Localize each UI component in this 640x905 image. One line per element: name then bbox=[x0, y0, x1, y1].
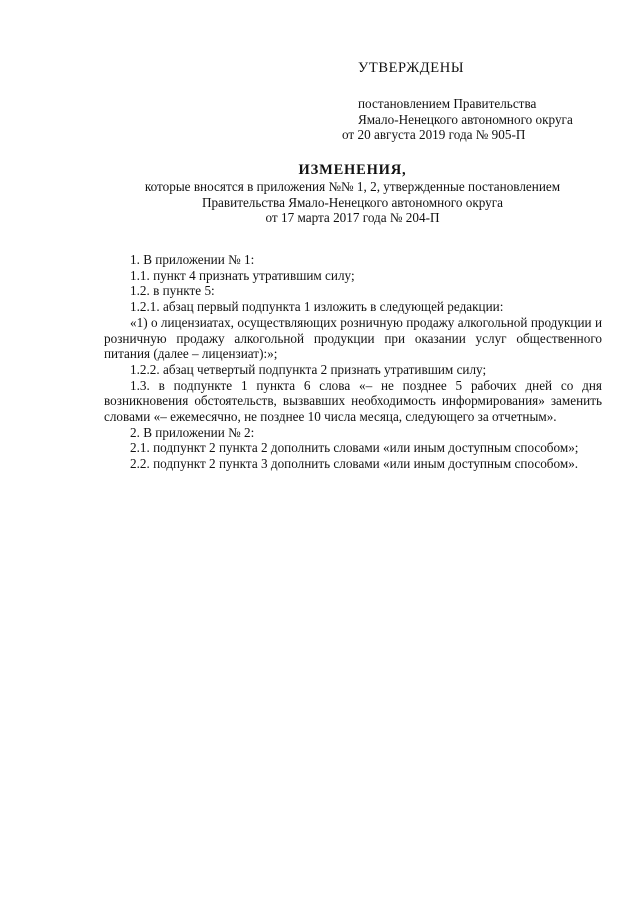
heading-title: ИЗМЕНЕНИЯ, bbox=[298, 162, 407, 178]
paragraph-quote: «1) о лицензиатах, осуществляющих розничную продажу алкогольной продукции и розничную продажу алкогольной продукции при оказании услуг общественного питания (далее – лицензиат):»; bbox=[104, 314, 602, 362]
document-heading bbox=[100, 161, 605, 226]
paragraph-1-1: 1.1. пункт 4 признать утратившим силу; bbox=[130, 267, 355, 283]
paragraph-2-2: 2.2. подпункт 2 пункта 3 дополнить словами «или иным доступным способом». bbox=[130, 456, 579, 472]
heading-line-2: Правительства Ямало-Ненецкого автономного округа bbox=[201, 194, 504, 210]
document-body bbox=[104, 252, 602, 472]
paragraph-1: 1. В приложении № 1: bbox=[130, 252, 255, 267]
paragraph-1-3: 1.3. в подпункте 1 пункта 6 слова «– не позднее 5 рабочих дней со дня возникновения обстоятельств, вызвавших необходимость информирования» заменить словами «– ежемесячно, не позднее 10 числа месяца, следующего за отчетным». bbox=[104, 377, 602, 425]
approval-line-1: постановлением Правительства bbox=[358, 96, 537, 111]
paragraph-2: 2. В приложении № 2: bbox=[130, 424, 255, 440]
paragraph-2-1: 2.1. подпункт 2 пункта 2 дополнить словами «или иным доступным способом»; bbox=[130, 440, 579, 456]
heading-line-1: которые вносятся в приложения №№ 1, 2, утвержденные постановлением bbox=[144, 179, 561, 194]
paragraph-1-2: 1.2. в пункте 5: bbox=[130, 283, 215, 299]
approval-line-3: от 20 августа 2019 года № 905-П bbox=[342, 127, 526, 142]
heading-line-3: от 17 марта 2017 года № 204-П bbox=[265, 210, 440, 225]
approval-title: УТВЕРЖДЕНЫ bbox=[358, 60, 465, 76]
approval-block bbox=[342, 60, 618, 143]
paragraph-1-2-1: 1.2.1. абзац первый подпункта 1 изложить в следующей редакции: bbox=[130, 299, 504, 315]
approval-line-2: Ямало-Ненецкого автономного округа bbox=[358, 111, 573, 127]
paragraph-1-2-2: 1.2.2. абзац четвертый подпункта 2 признать утратившим силу; bbox=[130, 361, 487, 377]
